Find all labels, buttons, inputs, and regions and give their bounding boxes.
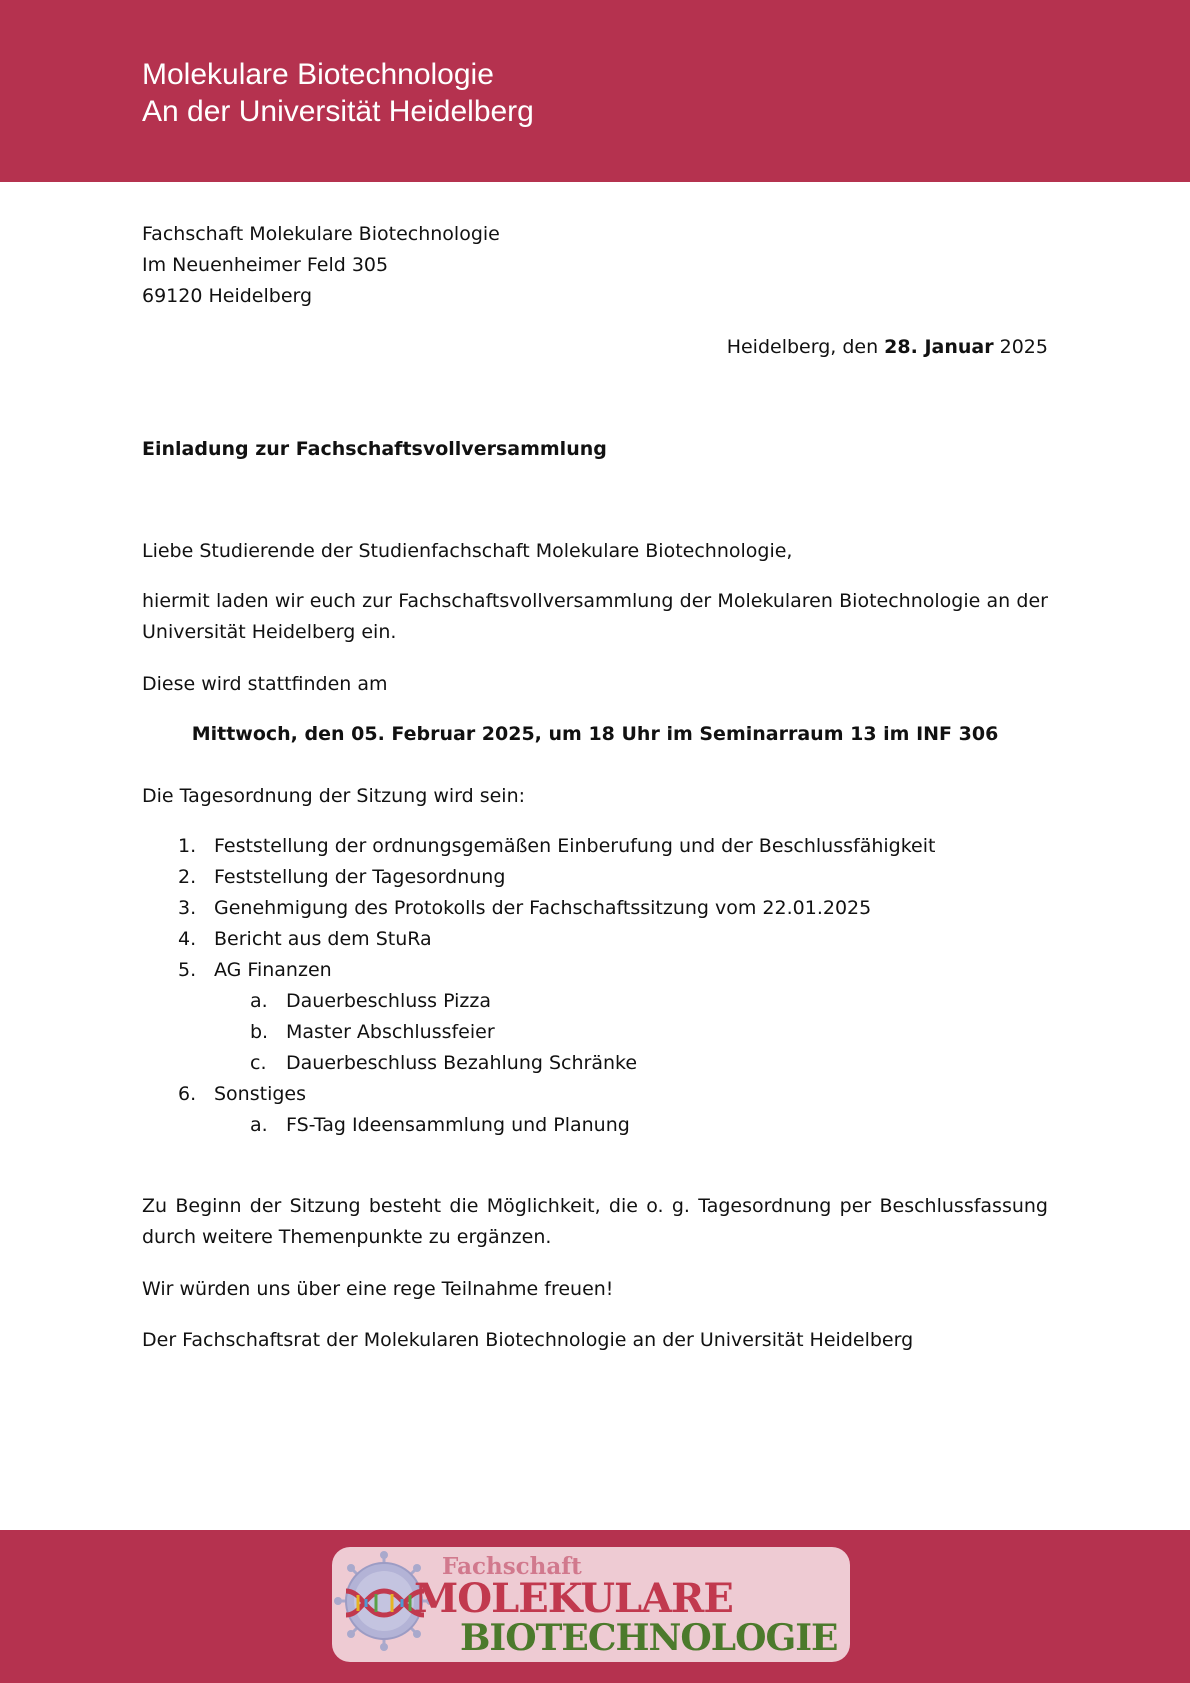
agenda-text: Feststellung der Tagesordnung: [214, 866, 506, 888]
sender-street: Im Neuenheimer Feld 305: [142, 254, 389, 276]
agenda-text: Genehmigung des Protokolls der Fachschaftssitzung vom 22.01.2025: [214, 897, 872, 919]
header-title-line1: Molekulare Biotechnologie: [142, 58, 494, 91]
agenda-text: Feststellung der ordnungsgemäßen Einberufung und der Beschlussfähigkeit: [214, 835, 936, 857]
closing-line: Wir würden uns über eine rege Teilnahme freuen!: [142, 1278, 614, 1300]
agenda-list: [142, 831, 1048, 1141]
agenda-text: AG Finanzen: [214, 959, 332, 981]
date-line: [142, 332, 1048, 363]
agenda-number: 1.: [178, 835, 197, 857]
when-intro: Diese wird stattfinden am: [142, 673, 388, 695]
agenda-subitem: [142, 986, 1048, 1017]
agenda-sub-text: FS-Tag Ideensammlung und Planung: [286, 1114, 630, 1136]
agenda-text: Bericht aus dem StuRa: [214, 928, 432, 950]
agenda-item: [142, 955, 1048, 986]
agenda-sub-text: Master Abschlussfeier: [286, 1021, 495, 1043]
agenda-item: [142, 831, 1048, 862]
agenda-subitem: [142, 1017, 1048, 1048]
agenda-number: 6.: [178, 1083, 197, 1105]
agenda-intro: Die Tagesordnung der Sitzung wird sein:: [142, 785, 526, 807]
meeting-details: Mittwoch, den 05. Februar 2025, um 18 Uhr im Seminarraum 13 im INF 306: [191, 723, 999, 745]
agenda-number: 4.: [178, 928, 197, 950]
date-day-month: 28. Januar: [884, 336, 994, 358]
agenda-subitem: [142, 1048, 1048, 1079]
agenda-number: 5.: [178, 959, 197, 981]
agenda-sub-text: Dauerbeschluss Bezahlung Schränke: [286, 1052, 638, 1074]
sender-city: 69120 Heidelberg: [142, 285, 313, 307]
salutation: Liebe Studierende der Studienfachschaft Molekulare Biotechnologie,: [142, 540, 793, 562]
agenda-sub-letter: b.: [250, 1021, 269, 1043]
agenda-text: Sonstiges: [214, 1083, 307, 1105]
agenda-sub-text: Dauerbeschluss Pizza: [286, 990, 492, 1012]
agenda-number: 2.: [178, 866, 197, 888]
agenda-number: 3.: [178, 897, 197, 919]
agenda-sub-letter: a.: [250, 990, 268, 1012]
logo-fachschaft: Fachschaft: [442, 1553, 582, 1580]
date-year: 2025: [993, 336, 1048, 358]
logo-molekulare: MOLEKULARE: [414, 1575, 733, 1622]
subject-line: Einladung zur Fachschaftsvollversammlung: [142, 438, 607, 460]
agenda-item: [142, 1079, 1048, 1110]
signature-line: Der Fachschaftsrat der Molekularen Biotechnologie an der Universität Heidelberg: [142, 1329, 914, 1351]
date-prefix: Heidelberg, den: [726, 336, 885, 358]
agenda-item: [142, 862, 1048, 893]
logo-biotechnologie: BIOTECHNOLOGIE: [460, 1617, 838, 1659]
addition-note: Zu Beginn der Sitzung besteht die Möglichkeit, die o. g. Tagesordnung per Beschlussfassung durch weitere Themenpunkte zu ergänzen.: [142, 1195, 1048, 1248]
sender-address: [142, 219, 1048, 312]
agenda-item: [142, 893, 1048, 924]
footer-logo: [332, 1547, 850, 1662]
agenda-sub-letter: a.: [250, 1114, 268, 1136]
agenda-sub-letter: c.: [250, 1052, 267, 1074]
intro-paragraph: hiermit laden wir euch zur Fachschaftsvollversammlung der Molekularen Biotechnologie an der Universität Heidelberg ein.: [142, 590, 1048, 643]
header-title-line2: An der Universität Heidelberg: [142, 95, 534, 128]
header-band: [0, 0, 1190, 182]
agenda-subitem: [142, 1110, 1048, 1141]
agenda-item: [142, 924, 1048, 955]
sender-name: Fachschaft Molekulare Biotechnologie: [142, 223, 500, 245]
